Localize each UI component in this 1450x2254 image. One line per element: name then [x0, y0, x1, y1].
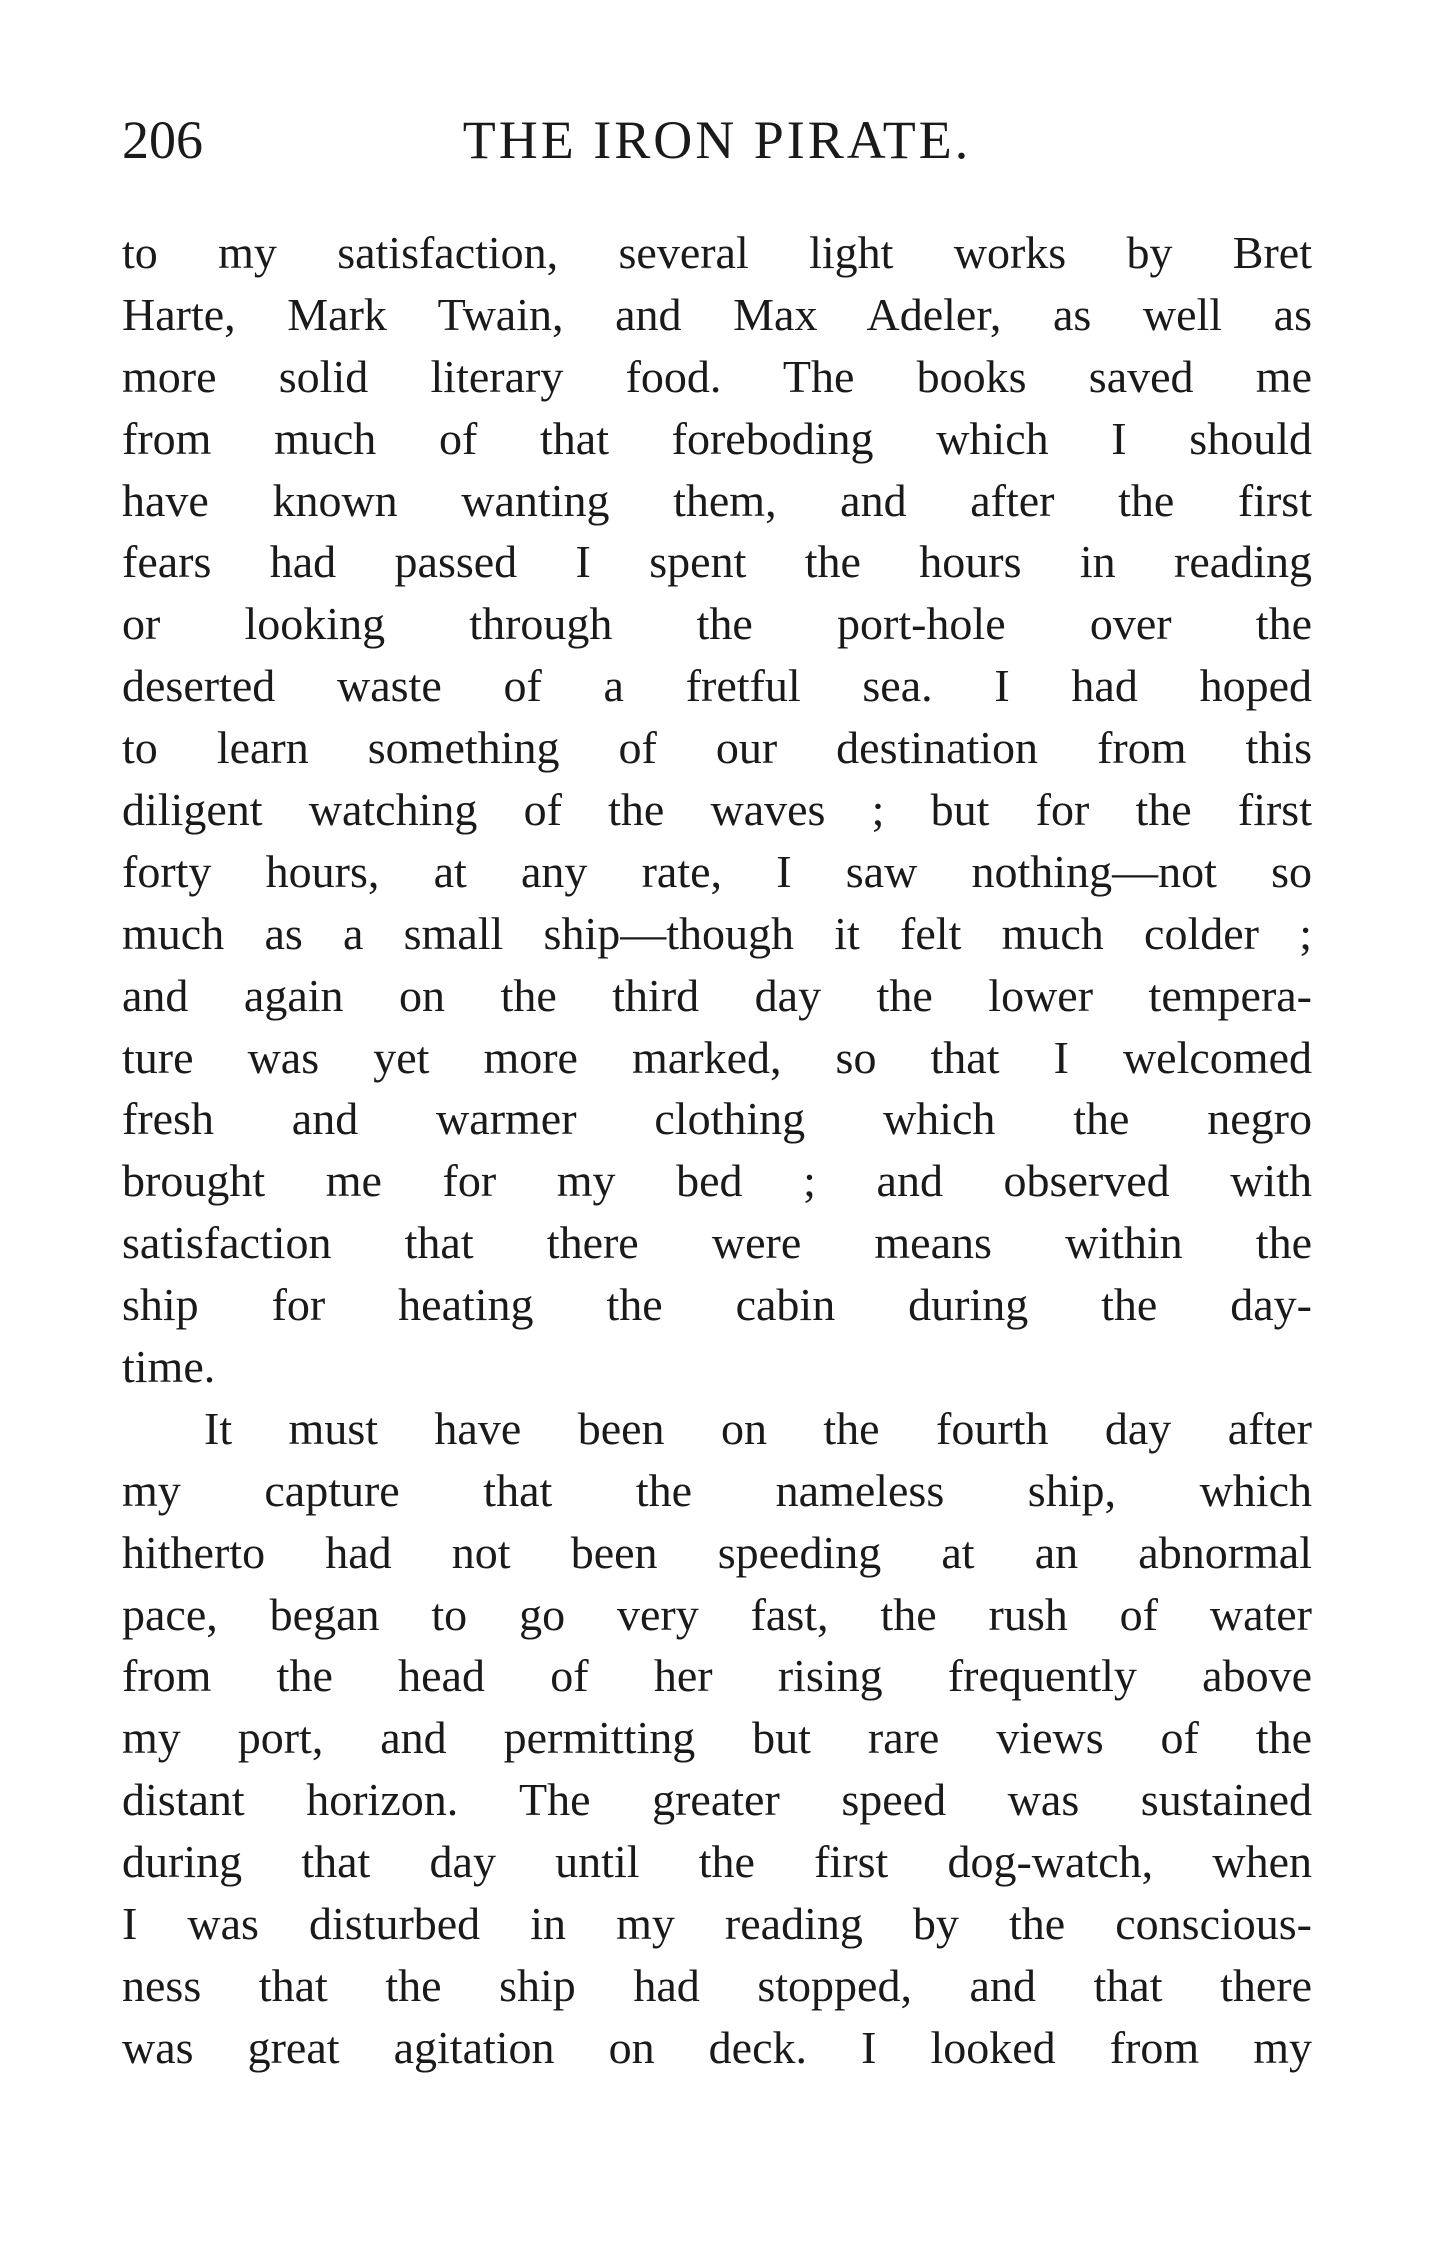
page-header	[122, 105, 1312, 175]
paragraph-end-line: time.	[122, 1341, 216, 1393]
text-line: distant horizon. The greater speed was sustained	[122, 1774, 1312, 1826]
text-line: pace, began to go very fast, the rush of water	[122, 1588, 1312, 1640]
text-line: fresh and warmer clothing which the negro	[122, 1093, 1312, 1145]
text-line: diligent watching of the waves ; but for the first	[122, 784, 1312, 836]
paragraph-start-line: It must have been on the fourth day after	[204, 1402, 1312, 1454]
text-line: or looking through the port-hole over the	[122, 598, 1312, 650]
text-line: was great agitation on deck. I looked from my	[122, 2021, 1312, 2073]
text-line: more solid literary food. The books saved me	[122, 350, 1312, 402]
text-line: from the head of her rising frequently above	[122, 1650, 1312, 1702]
text-line: ship for heating the cabin during the day-	[122, 1279, 1312, 1331]
running-title: THE IRON PIRATE.	[462, 110, 972, 170]
text-line: to my satisfaction, several light works by Bret	[122, 227, 1312, 278]
text-line: and again on the third day the lower tempera-	[122, 969, 1312, 1021]
text-line: much as a small ship—though it felt much colder ;	[122, 907, 1312, 959]
text-line: deserted waste of a fretful sea. I had hoped	[122, 660, 1312, 712]
text-line: to learn something of our destination from this	[122, 722, 1312, 774]
text-line: my port, and permitting but rare views of the	[122, 1712, 1312, 1764]
text-line: hitherto had not been speeding at an abnormal	[122, 1526, 1312, 1578]
text-line: forty hours, at any rate, I saw nothing—not so	[122, 845, 1312, 897]
text-line: ness that the ship had stopped, and that there	[122, 1959, 1312, 2011]
text-line: fears had passed I spent the hours in reading	[122, 536, 1312, 588]
page-number: 206	[122, 110, 203, 170]
body-text	[122, 222, 1312, 2079]
text-line: my capture that the nameless ship, which	[122, 1464, 1312, 1516]
text-line: ture was yet more marked, so that I welcomed	[122, 1031, 1312, 1083]
text-line: during that day until the first dog-watch, when	[122, 1836, 1312, 1888]
text-line: from much of that foreboding which I should	[122, 412, 1312, 464]
text-line: brought me for my bed ; and observed with	[122, 1155, 1312, 1207]
text-line: Harte, Mark Twain, and Max Adeler, as well as	[122, 288, 1312, 340]
text-line: satisfaction that there were means within the	[122, 1217, 1312, 1269]
text-line: I was disturbed in my reading by the conscious-	[122, 1898, 1312, 1950]
text-line: have known wanting them, and after the first	[122, 474, 1312, 526]
